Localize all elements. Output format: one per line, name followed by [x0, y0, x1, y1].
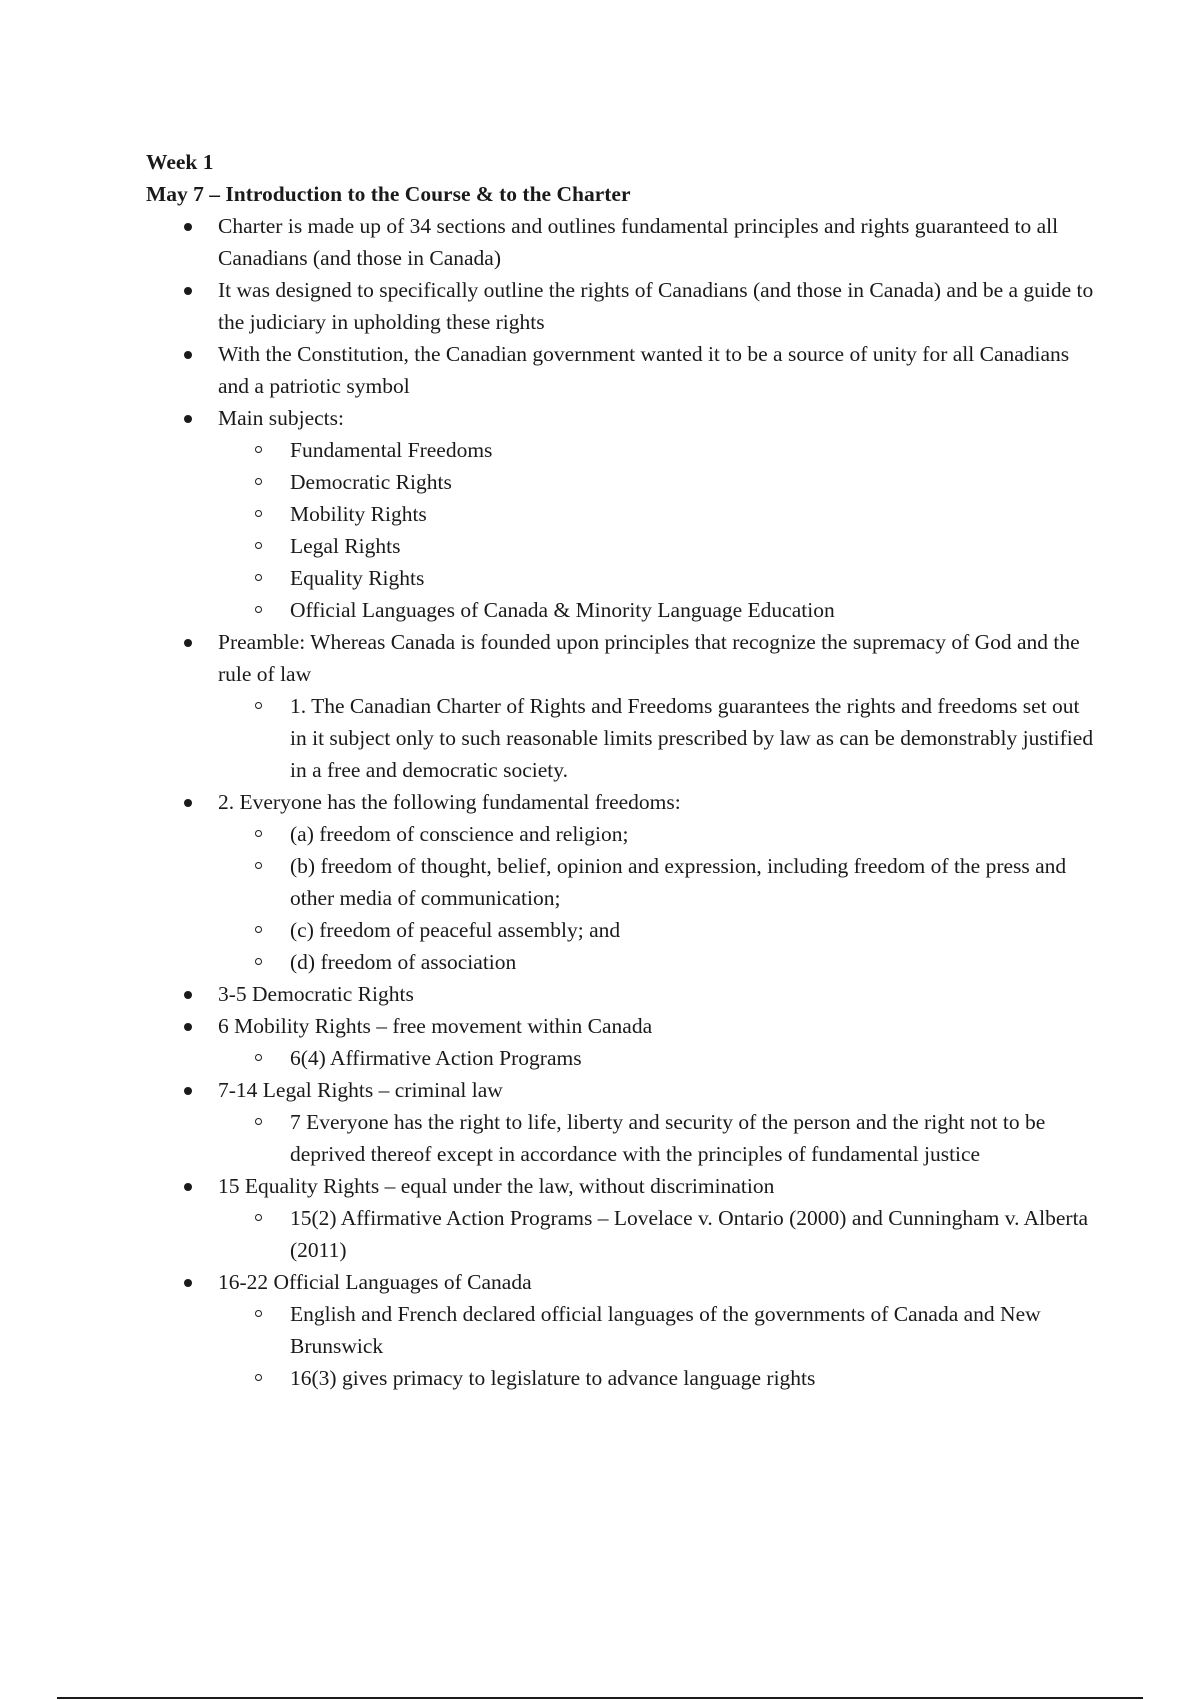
hollow-bullet-icon: [255, 510, 262, 517]
hollow-bullet-icon: [255, 702, 262, 709]
sub-list-item-text: Democratic Rights: [290, 470, 452, 494]
list-item: [146, 626, 1096, 786]
bullet-icon: [184, 1023, 192, 1031]
hollow-bullet-icon: [255, 574, 262, 581]
sub-list-item-text: (b) freedom of thought, belief, opinion and expression, including freedom of the press and other media of communication;: [290, 854, 1067, 910]
hollow-bullet-icon: [255, 542, 262, 549]
list-item-text: 3-5 Democratic Rights: [218, 982, 414, 1006]
sub-list-item-text: Legal Rights: [290, 534, 401, 558]
hollow-bullet-icon: [255, 862, 262, 869]
sub-list-item: [218, 466, 1096, 498]
hollow-bullet-icon: [255, 446, 262, 453]
hollow-bullet-icon: [255, 1054, 262, 1061]
bullet-icon: [184, 351, 192, 359]
sub-list-item: [218, 1202, 1096, 1266]
hollow-bullet-icon: [255, 958, 262, 965]
sub-list-item-text: 6(4) Affirmative Action Programs: [290, 1046, 582, 1070]
sub-list-item-text: 7 Everyone has the right to life, liberty and security of the person and the right not to be deprived thereof except in accordance with the principles of fundamental justice: [290, 1110, 1046, 1166]
hollow-bullet-icon: [255, 926, 262, 933]
list-item-text: Preamble: Whereas Canada is founded upon principles that recognize the supremacy of God and the rule of law: [218, 630, 1080, 686]
list-item-text: Main subjects:: [218, 406, 344, 430]
hollow-bullet-icon: [255, 478, 262, 485]
sub-list-item-text: Mobility Rights: [290, 502, 427, 526]
list-item: [146, 402, 1096, 626]
list-item: [146, 274, 1096, 338]
bullet-icon: [184, 1183, 192, 1191]
sub-list-item: [218, 946, 1096, 978]
sub-list-item-text: (a) freedom of conscience and religion;: [290, 822, 629, 846]
list-item-text: 7-14 Legal Rights – criminal law: [218, 1078, 503, 1102]
list-item-text: With the Constitution, the Canadian government wanted it to be a source of unity for all Canadians and a patriotic symbol: [218, 342, 1070, 398]
list-item-text: 16-22 Official Languages of Canada: [218, 1270, 532, 1294]
sub-list-item: [218, 850, 1096, 914]
lecture-title: May 7 – Introduction to the Course & to the Charter: [146, 182, 631, 206]
list-item: [146, 786, 1096, 978]
bullet-icon: [184, 991, 192, 999]
hollow-bullet-icon: [255, 1118, 262, 1125]
sub-list: [218, 690, 1096, 786]
hollow-bullet-icon: [255, 606, 262, 613]
sub-list: [218, 1202, 1096, 1266]
week-heading: Week 1: [146, 150, 214, 174]
sub-list: [218, 1298, 1096, 1394]
sub-list-item: [218, 562, 1096, 594]
list-item-text: It was designed to specifically outline the rights of Canadians (and those in Canada) and be a guide to the judiciary in upholding these rights: [218, 278, 1094, 334]
list-item: [146, 1170, 1096, 1266]
sub-list: [218, 1042, 1096, 1074]
sub-list-item: [218, 594, 1096, 626]
sub-list: [218, 818, 1096, 978]
bullet-icon: [184, 799, 192, 807]
bullet-icon: [184, 287, 192, 295]
list-item-text: 6 Mobility Rights – free movement within Canada: [218, 1014, 653, 1038]
list-item: [146, 1074, 1096, 1170]
hollow-bullet-icon: [255, 1374, 262, 1381]
sub-list-item: [218, 434, 1096, 466]
bullet-icon: [184, 1087, 192, 1095]
sub-list-item-text: 16(3) gives primacy to legislature to advance language rights: [290, 1366, 816, 1390]
list-item: [146, 210, 1096, 274]
bullet-icon: [184, 223, 192, 231]
sub-list-item: [218, 818, 1096, 850]
list-item-text: Charter is made up of 34 sections and outlines fundamental principles and rights guaranteed to all Canadians (and those in Canada): [218, 214, 1059, 270]
sub-list-item: [218, 1362, 1096, 1394]
sub-list-item-text: English and French declared official languages of the governments of Canada and New Brunswick: [290, 1302, 1041, 1358]
bullet-icon: [184, 415, 192, 423]
sub-list-item: [218, 530, 1096, 562]
sub-list: [218, 1106, 1096, 1170]
sub-list-item-text: 15(2) Affirmative Action Programs – Lovelace v. Ontario (2000) and Cunningham v. Alberta (2011): [290, 1206, 1089, 1262]
list-item-text: 2. Everyone has the following fundamental freedoms:: [218, 790, 681, 814]
notes-list: [146, 210, 1096, 1394]
sub-list-item: [218, 1106, 1096, 1170]
sub-list-item: [218, 1042, 1096, 1074]
sub-list: [218, 434, 1096, 626]
document-page: [146, 146, 1096, 1394]
sub-list-item: [218, 690, 1096, 786]
sub-list-item-text: Fundamental Freedoms: [290, 438, 493, 462]
hollow-bullet-icon: [255, 830, 262, 837]
bullet-icon: [184, 1279, 192, 1287]
list-item-text: 15 Equality Rights – equal under the law, without discrimination: [218, 1174, 775, 1198]
sub-list-item: [218, 914, 1096, 946]
sub-list-item-text: Equality Rights: [290, 566, 425, 590]
hollow-bullet-icon: [255, 1310, 262, 1317]
sub-list-item-text: Official Languages of Canada & Minority Language Education: [290, 598, 835, 622]
list-item: [146, 338, 1096, 402]
sub-list-item-text: (c) freedom of peaceful assembly; and: [290, 918, 621, 942]
sub-list-item-text: (d) freedom of association: [290, 950, 517, 974]
sub-list-item: [218, 498, 1096, 530]
sub-list-item-text: 1. The Canadian Charter of Rights and Freedoms guarantees the rights and freedoms set out in it subject only to such reasonable limits prescribed by law as can be demonstrably justified in a free and democratic society.: [290, 694, 1094, 782]
hollow-bullet-icon: [255, 1214, 262, 1221]
sub-list-item: [218, 1298, 1096, 1362]
list-item: [146, 978, 1096, 1010]
list-item: [146, 1266, 1096, 1394]
bullet-icon: [184, 639, 192, 647]
list-item: [146, 1010, 1096, 1074]
page-bottom-rule: [57, 1697, 1143, 1699]
